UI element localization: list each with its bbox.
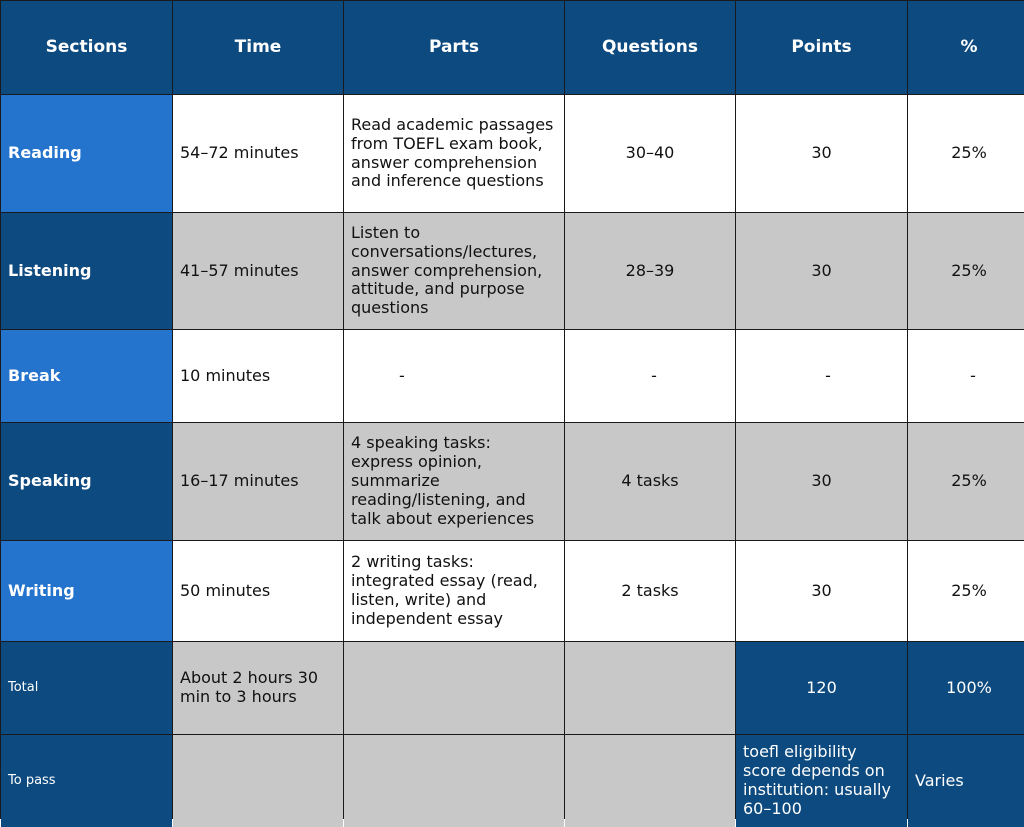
speaking-questions: 4 tasks [565, 423, 735, 540]
row-label-speaking: Speaking [1, 423, 172, 540]
to-pass-time [173, 735, 343, 827]
listening-points: 30 [736, 213, 907, 329]
header-sections: Sections [1, 1, 172, 94]
to-pass-parts [344, 735, 564, 827]
break-parts: - [344, 330, 564, 422]
header-time: Time [173, 1, 343, 94]
break-percent: - [908, 330, 1024, 422]
total-percent: 100% [908, 642, 1024, 734]
header-points: Points [736, 1, 907, 94]
reading-time: 54–72 minutes [173, 95, 343, 212]
reading-questions: 30–40 [565, 95, 735, 212]
to-pass-points: toefl eligibility score depends on institution: usually 60–100 [736, 735, 907, 827]
row-label-writing: Writing [1, 541, 172, 641]
reading-points: 30 [736, 95, 907, 212]
listening-percent: 25% [908, 213, 1024, 329]
row-label-break: Break [1, 330, 172, 422]
reading-parts: Read academic passages from TOEFL exam book, answer comprehension and inference questions [344, 95, 564, 212]
speaking-percent: 25% [908, 423, 1024, 540]
break-questions: - [565, 330, 735, 422]
total-parts [344, 642, 564, 734]
listening-parts: Listen to conversations/lectures, answer comprehension, attitude, and purpose questions [344, 213, 564, 329]
header-questions: Questions [565, 1, 735, 94]
speaking-time: 16–17 minutes [173, 423, 343, 540]
writing-questions: 2 tasks [565, 541, 735, 641]
break-time: 10 minutes [173, 330, 343, 422]
listening-time: 41–57 minutes [173, 213, 343, 329]
row-label-total: Total [1, 642, 172, 734]
writing-points: 30 [736, 541, 907, 641]
writing-time: 50 minutes [173, 541, 343, 641]
total-points: 120 [736, 642, 907, 734]
total-questions [565, 642, 735, 734]
row-label-to-pass: To pass [1, 735, 172, 827]
total-time: About 2 hours 30 min to 3 hours [173, 642, 343, 734]
header-parts: Parts [344, 1, 564, 94]
writing-percent: 25% [908, 541, 1024, 641]
to-pass-percent: Varies [908, 735, 1024, 827]
row-label-listening: Listening [1, 213, 172, 329]
reading-percent: 25% [908, 95, 1024, 212]
header-percent: % [908, 1, 1024, 94]
speaking-parts: 4 speaking tasks: express opinion, summarize reading/listening, and talk about experiences [344, 423, 564, 540]
row-label-reading: Reading [1, 95, 172, 212]
to-pass-questions [565, 735, 735, 827]
speaking-points: 30 [736, 423, 907, 540]
writing-parts: 2 writing tasks: integrated essay (read, listen, write) and independent essay [344, 541, 564, 641]
listening-questions: 28–39 [565, 213, 735, 329]
break-points: - [736, 330, 907, 422]
